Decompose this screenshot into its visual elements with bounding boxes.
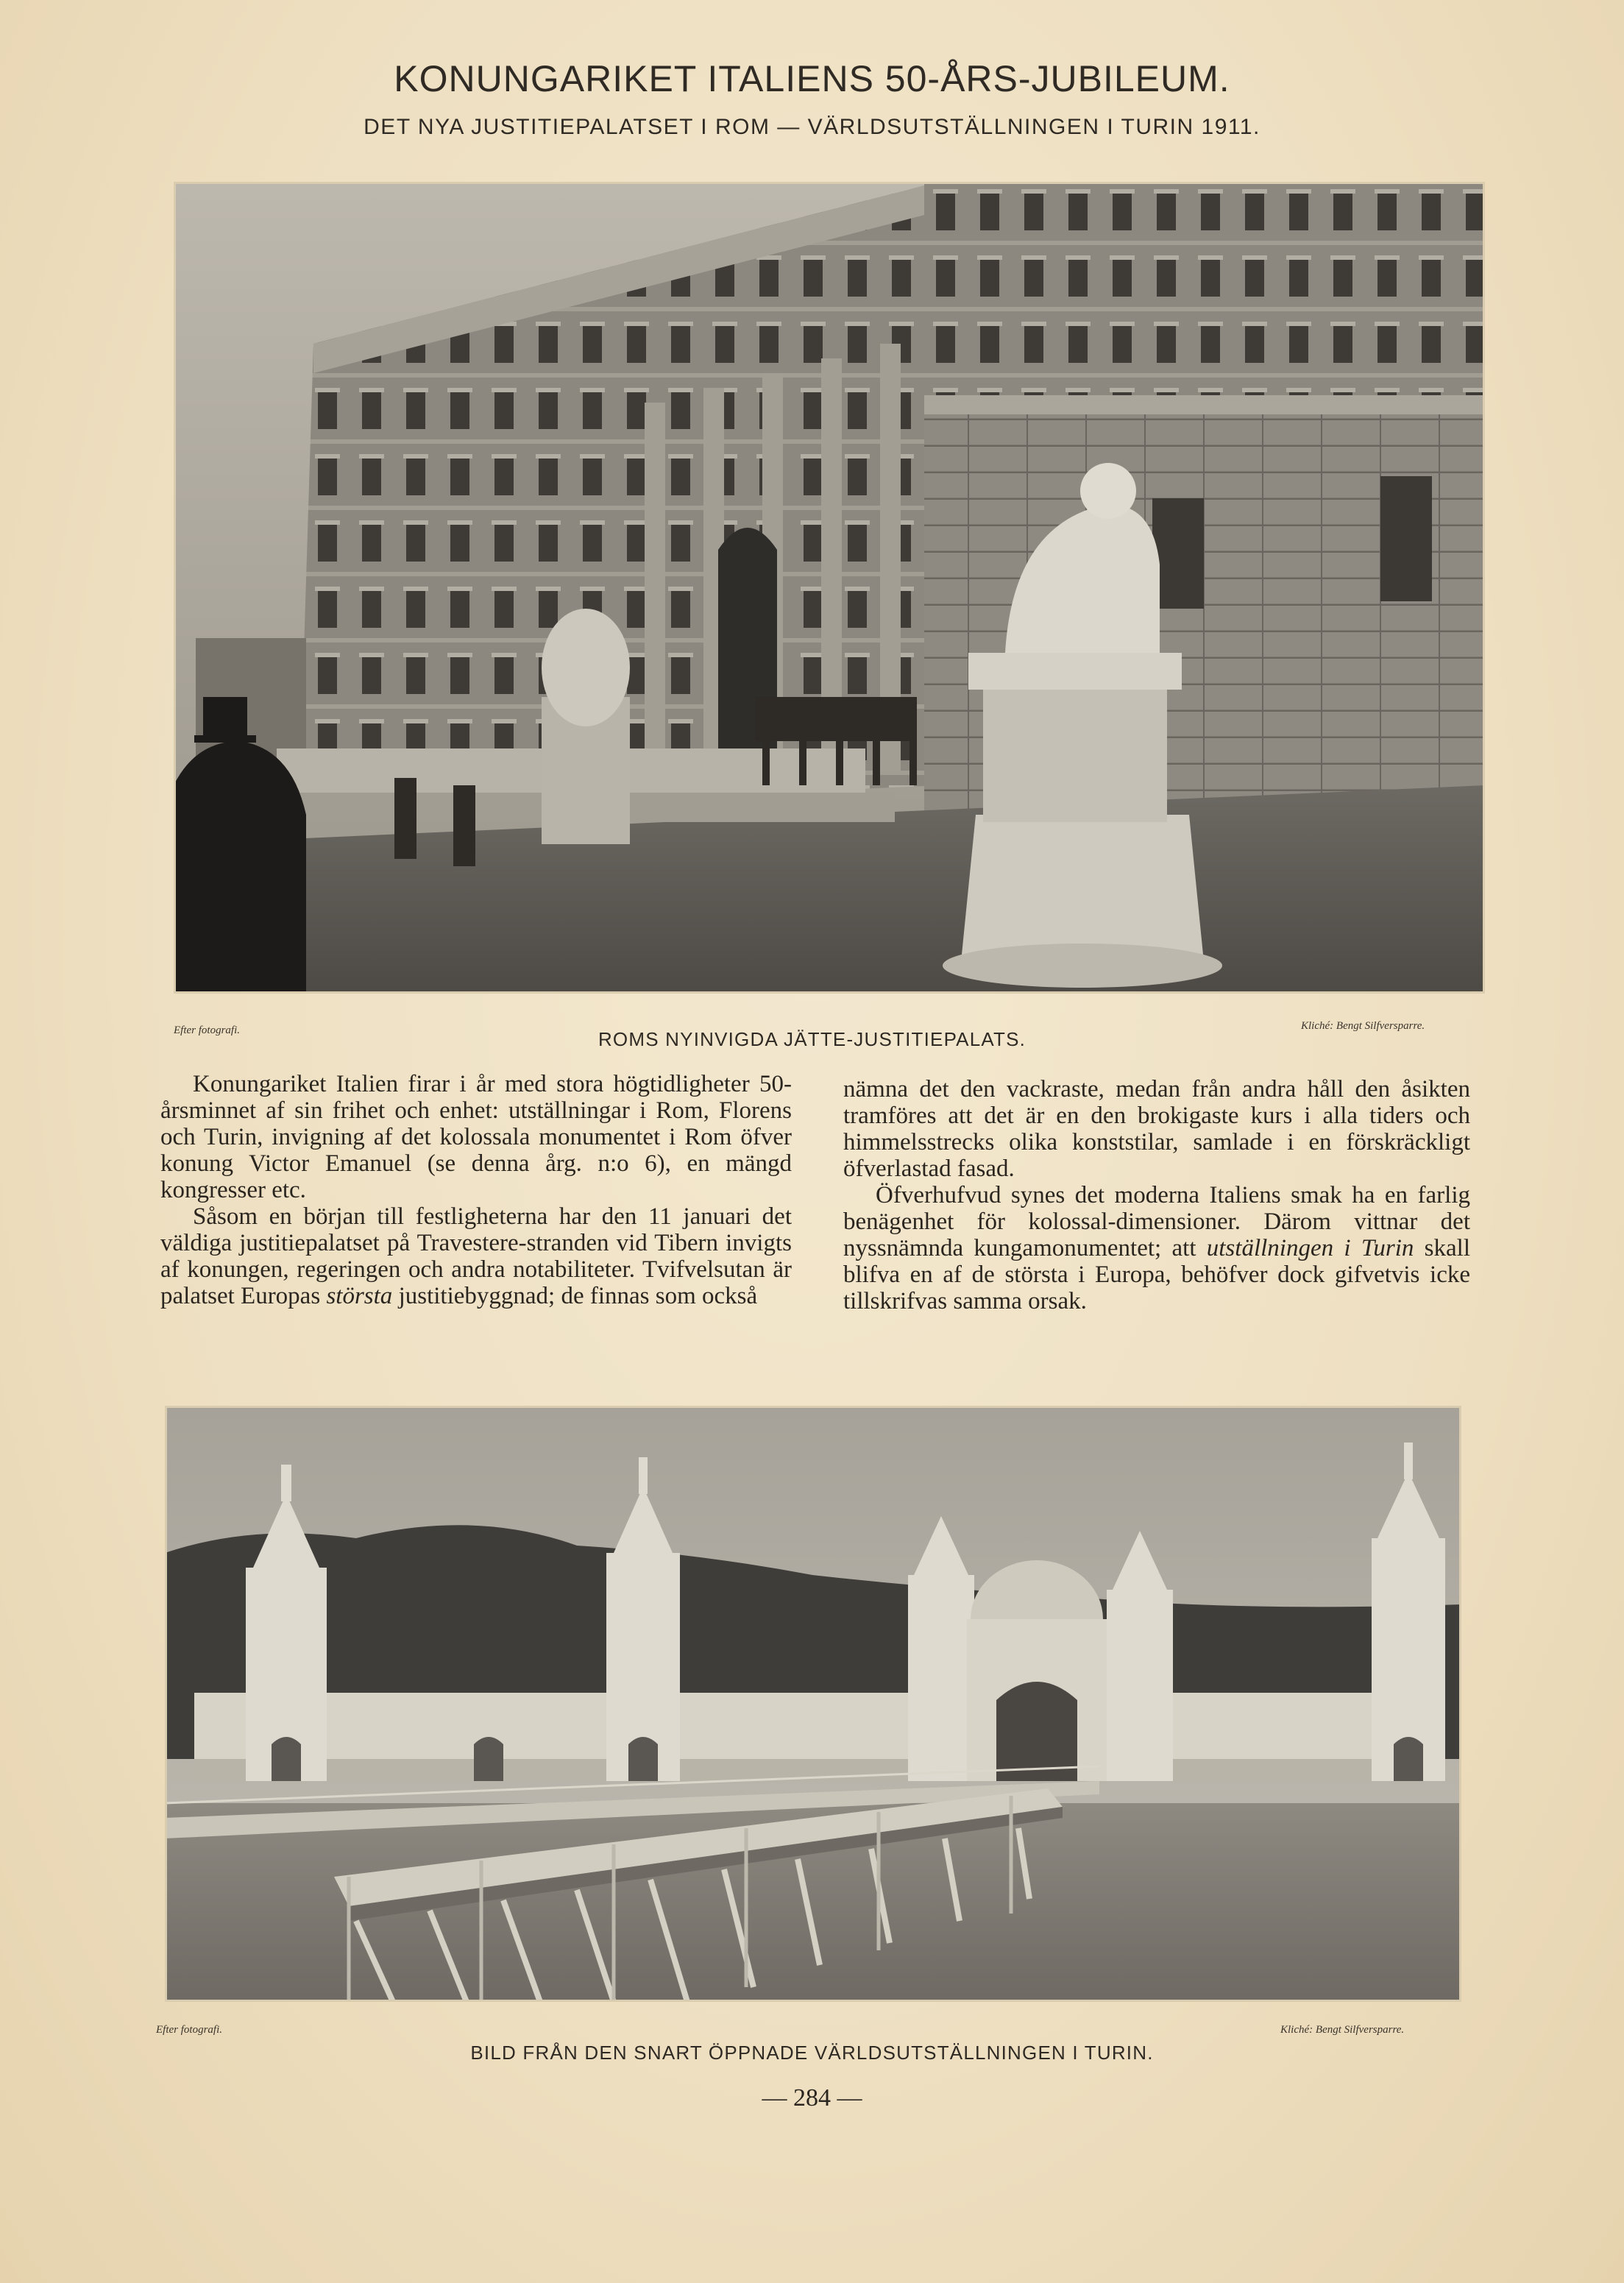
article-column-right bbox=[843, 1076, 1470, 1314]
article-paragraph: nämna det den vackraste, medan från andra håll den åsikten tramföres att det är en den brokigaste kurs i alla tiders och himmelsstrecks olika konststilar, samlade i en förskräckligt öfverlastad fasad. bbox=[843, 1076, 1470, 1182]
page-subtitle: DET NYA JUSTITIEPALATSET I ROM — VÄRLDSUTSTÄLLNINGEN I TURIN 1911. bbox=[364, 115, 1260, 139]
turin-exhibition-illustration bbox=[165, 1406, 1461, 2002]
article-paragraph: Öfverhufvud synes det moderna Italiens smak ha en farlig benägenhet för kolossal-dimensioner. Därom vittnar det nyssnämnda kungamonumentet; att utställningen i Turin skall blifva en af de största i Europa, behöfver dock gifvetvis icke tillskrifvas samma orsak. bbox=[843, 1182, 1471, 1314]
photo1-credit-right: Kliché: Bengt Silfversparre. bbox=[1301, 1020, 1425, 1032]
photo2-credit-left: Efter fotografi. bbox=[156, 2024, 222, 2036]
palace-of-justice-photo bbox=[174, 182, 1485, 994]
page-title: KONUNGARIKET ITALIENS 50-ÅRS-JUBILEUM. bbox=[394, 58, 1230, 99]
article-paragraph: Såsom en början till festligheterna har den 11 januari det väldiga justitiepalatset på Travestere-stranden vid Tibern invigts af konungen, regeringen och andra notabiliteter. Tvifvelsutan är palatset Europas största justitiebyggnad; de finnas som också bbox=[160, 1203, 792, 1309]
photo1-credit-left: Efter fotografi. bbox=[174, 1024, 240, 1036]
page-number: — 284 — bbox=[762, 2084, 862, 2112]
photo1-caption: ROMS NYINVIGDA JÄTTE-JUSTITIEPALATS. bbox=[598, 1028, 1026, 1050]
article-column-left bbox=[160, 1071, 792, 1309]
article-paragraph: Konungariket Italien firar i år med stora högtidligheter 50-årsminnet af sin frihet och enhet: utställningar i Rom, Florens och Turin, invigning af det kolossala monumentet i Rom öfver konung Victor Emanuel (se denna årg. n:o 6), en mängd kongresser etc. bbox=[160, 1071, 792, 1203]
photo2-credit-right: Kliché: Bengt Silfversparre. bbox=[1280, 2024, 1405, 2036]
palace-of-justice-illustration bbox=[174, 182, 1485, 994]
turin-exhibition-photo bbox=[165, 1406, 1461, 2002]
photo2-caption: BILD FRÅN DEN SNART ÖPPNADE VÄRLDSUTSTÄLLNINGEN I TURIN. bbox=[470, 2042, 1154, 2064]
